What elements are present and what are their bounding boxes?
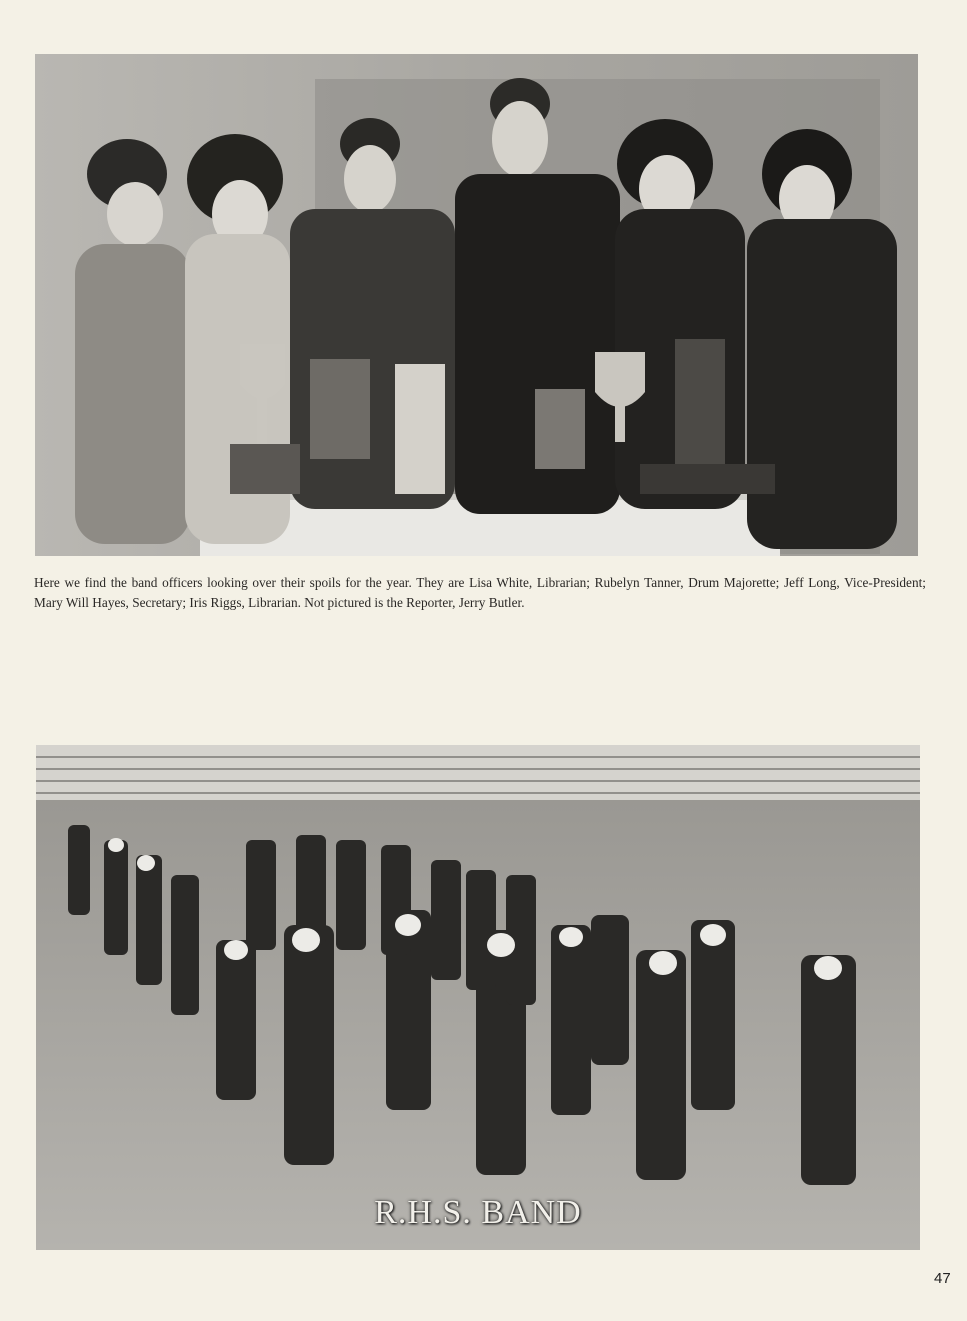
band-photo-illustration — [36, 745, 920, 1250]
photo-caption: Here we find the band officers looking over their spoils for the year. They are Lisa White, Librarian; Rubelyn Tanner, Drum Majorette; Jeff Long, Vice-President; Mary Will Hayes, Secretary; Iris Riggs, Librarian. Not pictured is the Reporter, Jerry Butler. — [34, 575, 926, 610]
officers-photo-illustration — [35, 54, 918, 556]
band-photo-title: R.H.S. BAND — [374, 1194, 582, 1231]
band-photo — [36, 745, 920, 1250]
page-number: 47 — [934, 1270, 951, 1287]
officers-photo — [35, 54, 918, 556]
